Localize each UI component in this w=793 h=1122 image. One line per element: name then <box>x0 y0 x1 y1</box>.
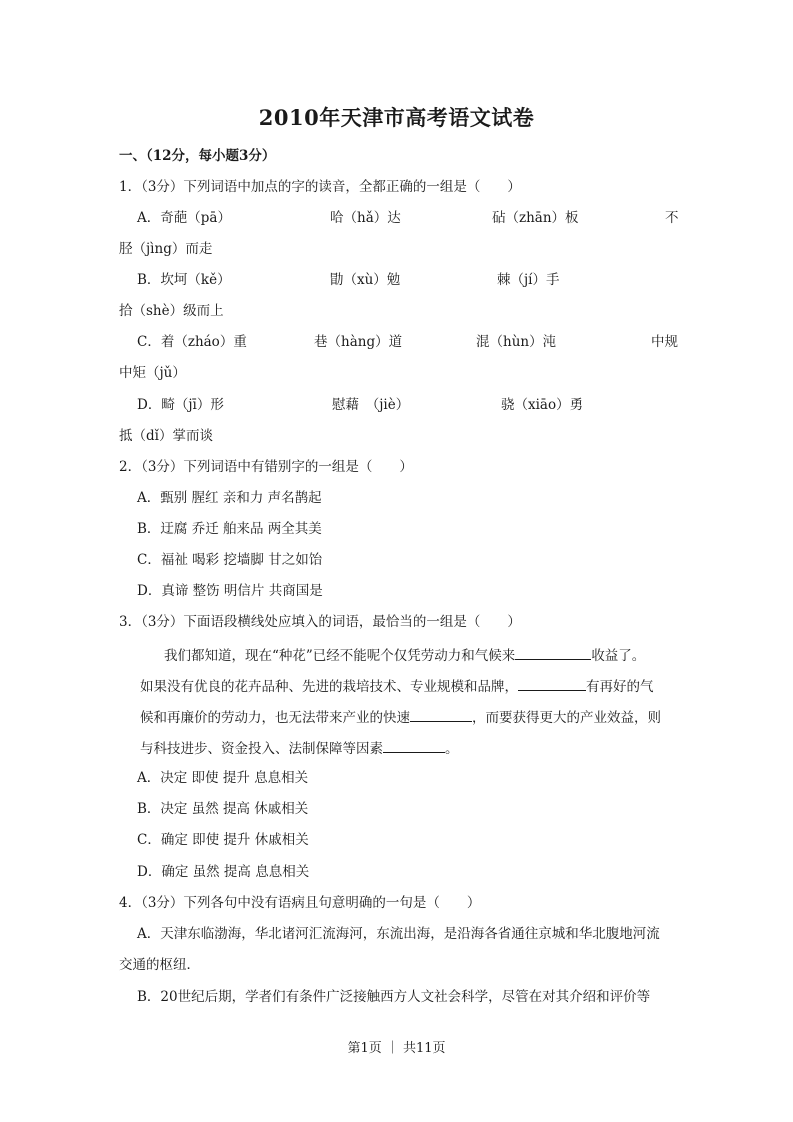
q3-option-c: C．确定 即使 提升 休戚相关 <box>137 832 309 848</box>
q3-passage-line-1 <box>164 645 645 665</box>
q1-option-a: A．奇葩（pā） <box>137 210 231 226</box>
fill-blank-2 <box>518 676 586 691</box>
question-4-stem: 4．（3分）下列各句中没有语病且句意明确的一句是（ ） <box>119 895 481 911</box>
fill-blank-1 <box>515 645 591 660</box>
q3-passage-text: ，而要获得更大的产业效益，则 <box>472 710 661 726</box>
q2-option-c: C．福祉 喝彩 挖墙脚 甘之如饴 <box>137 552 323 568</box>
q1-option-a-item3: 砧（zhān）板 <box>492 210 579 226</box>
q1-option-d-item2: 慰藉 （jiè） <box>332 397 410 413</box>
fill-blank-3 <box>410 707 472 722</box>
question-3-stem: 3．（3分）下面语段横线处应填入的词语，最恰当的一组是（ ） <box>119 614 521 630</box>
q2-option-d: D．真谛 整饬 明信片 共商国是 <box>137 583 323 599</box>
q4-option-b-line-1: B．20世纪后期，学者们有条件广泛接触西方人文社会科学，尽管在对其介绍和评价等 <box>137 989 651 1005</box>
question-1-stem: 1．（3分）下列词语中加点的字的读音，全都正确的一组是（ ） <box>119 179 521 195</box>
q3-option-b: B．决定 虽然 提高 休戚相关 <box>137 801 309 817</box>
page-title: 2010年天津市高考语文试卷 <box>258 105 535 130</box>
q1-option-d-wrap: 抵（dǐ）掌而谈 <box>119 428 213 444</box>
q1-option-c-item4: 中规 <box>651 334 678 350</box>
q2-option-b: B．迂腐 乔迁 舶来品 两全其美 <box>137 521 322 537</box>
q2-option-a: A．甄别 腥红 亲和力 声名鹊起 <box>137 490 322 506</box>
q1-option-c: C．着（zháo）重 <box>137 334 247 350</box>
q1-option-c-item3: 混（hùn）沌 <box>476 334 557 350</box>
q3-passage-text: 与科技进步、资金投入、法制保障等因素 <box>140 741 383 757</box>
q4-option-a-line-1: A．天津东临渤海，华北诸河汇流海河，东流出海，是沿海各省通往京城和华北腹地河流 <box>137 926 660 942</box>
q3-passage-text: 收益了。 <box>591 648 646 664</box>
q1-option-a-item2: 哈（hǎ）达 <box>330 210 401 226</box>
q1-option-a-wrap: 胫（jìng）而走 <box>119 241 213 257</box>
q4-option-a-line-2: 交通的枢纽． <box>119 957 200 973</box>
q1-option-a-item4: 不 <box>665 210 679 226</box>
q1-option-d-item3: 骁（xiāo）勇 <box>501 397 584 413</box>
q3-option-a: A．决定 即使 提升 息息相关 <box>137 770 309 786</box>
q1-option-c-item2: 巷（hàng）道 <box>314 334 403 350</box>
q3-passage-text: 候和再廉价的劳动力，也无法带来产业的快速 <box>140 710 410 726</box>
q3-passage-line-2 <box>140 676 654 696</box>
question-2-stem: 2．（3分）下列词语中有错别字的一组是（ ） <box>119 459 413 475</box>
q3-passage-line-3 <box>140 707 661 727</box>
q3-passage-text: 有再好的气 <box>586 679 654 695</box>
q1-option-c-wrap: 中矩（jǔ） <box>119 365 186 381</box>
q1-option-b: B．坎坷（kě） <box>137 272 231 288</box>
q1-option-b-wrap: 拾（shè）级而上 <box>119 303 224 319</box>
q3-passage-text: 我们都知道，现在“种花”已经不能呢个仅凭劳动力和气候来 <box>164 648 516 664</box>
q3-option-d: D．确定 虽然 提高 息息相关 <box>137 864 310 880</box>
q3-passage-text: 。 <box>445 741 459 757</box>
q3-passage-text: 如果没有优良的花卉品种、先进的栽培技术、专业规模和品牌， <box>140 679 518 695</box>
q1-option-b-item2: 勖（xù）勉 <box>330 272 401 288</box>
q3-passage-line-4 <box>140 738 459 758</box>
section-heading: 一、（12分，每小题3分） <box>119 148 276 164</box>
q1-option-d: D．畸（jī）形 <box>137 397 224 413</box>
fill-blank-4 <box>383 738 445 753</box>
page-footer: 第1页 ｜ 共11页 <box>347 1041 446 1056</box>
q1-option-b-item3: 棘（jí）手 <box>497 272 560 288</box>
